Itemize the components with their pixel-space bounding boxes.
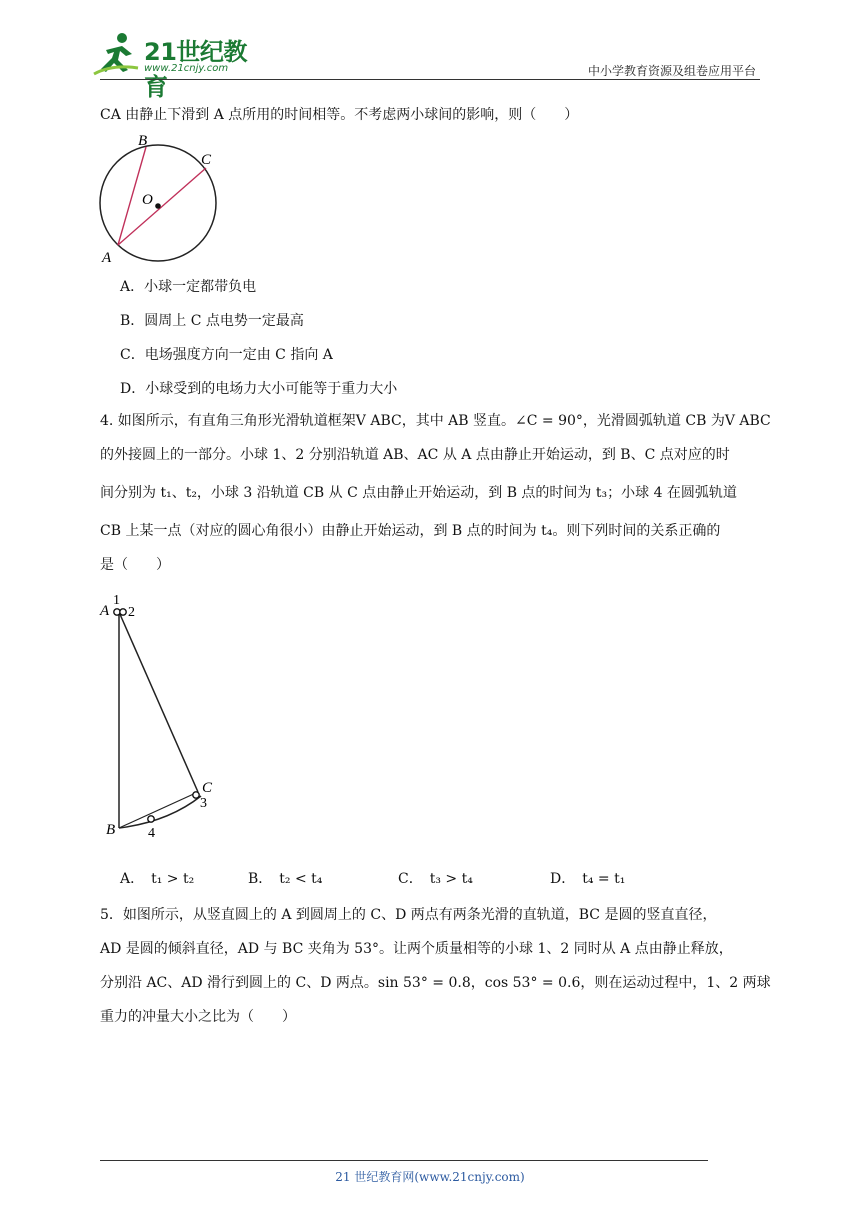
q3-label-c: C <box>201 152 212 168</box>
q4-label-c: C <box>202 780 213 796</box>
q4-label-ball1: 1 <box>113 593 120 608</box>
q4-track-chord-cb <box>119 792 198 828</box>
q4-option-d[interactable]: D． t₄ = t₁ <box>550 871 626 887</box>
q4-stem-line-4: CB 上某一点（对应的圆心角很小）由静止开始运动，到 B 点的时间为 t₄。则下列时间的关系正确的 <box>100 523 721 539</box>
logo-url: www.21cnjy.com <box>144 63 229 74</box>
q4-stem-line-2: 的外接圆上的一部分。小球 1、2 分别沿轨道 AB、AC 从 A 点由静止开始运动，到 B、C 点对应的时 <box>100 447 730 463</box>
q4-label-ball3: 3 <box>200 796 207 811</box>
q3-label-b: B <box>138 133 148 149</box>
q4-label-a: A <box>100 603 110 619</box>
q4-label-b: B <box>106 822 116 838</box>
q4-option-c[interactable]: C． t₃ > t₄ <box>398 871 473 887</box>
q5-stem-line-3: 分别沿 AC、AD 滑行到圆上的 C、D 两点。sin 53° = 0.8，cos 53° = 0.6，则在运动过程中，1、2 两球 <box>100 975 771 991</box>
q4-label-ball4: 4 <box>148 826 155 841</box>
q3-option-b[interactable]: B．圆周上 C 点电势一定最高 <box>120 313 304 329</box>
q4-label-ball2: 2 <box>128 605 135 620</box>
q4-stem-line-3: 间分别为 t₁、t₂，小球 3 沿轨道 CB 从 C 点由静止开始运动，到 B 点的时间为 t₃；小球 4 在圆弧轨道 <box>100 485 737 501</box>
q3-circle-figure <box>96 128 226 268</box>
q4-track-figure <box>96 590 236 850</box>
header-divider <box>100 79 760 80</box>
q3-option-a[interactable]: A．小球一定都带负电 <box>120 279 257 295</box>
q4-option-b[interactable]: B． t₂ < t₄ <box>248 871 323 887</box>
q3-label-o: O <box>142 192 153 208</box>
q3-label-a: A <box>102 250 112 266</box>
header-platform-name: 中小学教育资源及组卷应用平台 <box>587 64 756 78</box>
q5-stem-line-4: 重力的冲量大小之比为（ ） <box>100 1009 296 1025</box>
q4-track-ac <box>119 612 198 792</box>
q3-circle <box>100 145 216 261</box>
q5-stem-line-1: 5．如图所示，从竖直圆上的 A 到圆周上的 C、D 两点有两条光滑的直轨道，BC 是圆的竖直直径， <box>100 907 717 923</box>
runner-logo-icon <box>92 30 142 76</box>
q3-stem-tail: CA 由静止下滑到 A 点所用的时间相等。不考虑两小球间的影响，则（ ） <box>100 107 579 123</box>
q4-ball-4 <box>148 816 154 822</box>
q4-stem-line-5: 是（ ） <box>100 557 170 573</box>
q3-option-c[interactable]: C．电场强度方向一定由 C 指向 A <box>120 347 333 363</box>
q3-center-dot <box>155 203 161 209</box>
q3-option-d[interactable]: D．小球受到的电场力大小可能等于重力大小 <box>120 381 398 397</box>
logo-text: 21世纪教育 <box>144 38 247 101</box>
q4-track-arc-cb <box>119 796 201 828</box>
q4-ball-3 <box>193 792 199 798</box>
footer-divider <box>100 1160 708 1161</box>
q4-ball-2 <box>120 609 126 615</box>
site-logo <box>92 30 262 101</box>
q5-stem-line-2: AD 是圆的倾斜直径，AD 与 BC 夹角为 53°。让两个质量相等的小球 1、2 同时从 A 点由静止释放， <box>100 941 733 957</box>
q3-chord-ac <box>118 168 206 245</box>
q4-stem-line-1: 4. 如图所示，有直角三角形光滑轨道框架V ABC，其中 AB 竖直。∠C = 90°，光滑圆弧轨道 CB 为V ABC <box>100 413 771 429</box>
q4-option-a[interactable]: A． t₁ > t₂ <box>120 871 195 887</box>
footer-site-link[interactable]: 21 世纪教育网(www.21cnjy.com) <box>335 1170 525 1184</box>
